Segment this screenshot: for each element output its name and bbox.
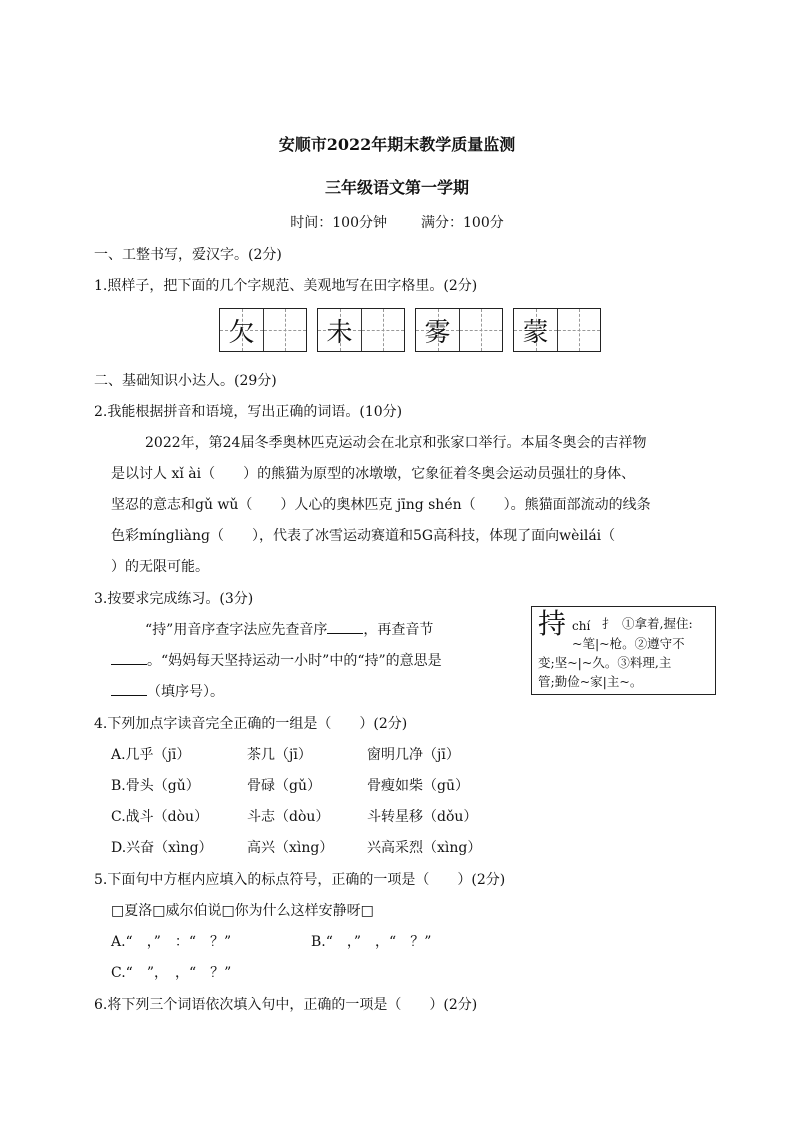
writing-cell[interactable]	[557, 309, 600, 351]
q4-option[interactable]: A.几乎（jī）	[111, 747, 191, 763]
answer-blank[interactable]	[111, 650, 147, 665]
answer-blank[interactable]	[327, 619, 363, 634]
dict-definition: ①拿着,握住:	[622, 616, 693, 631]
section2-heading: 二、基础知识小达人。(29分)	[94, 373, 277, 389]
question-3: 3.按要求完成练习。(3分)	[94, 591, 254, 607]
q2-line: ）的无限可能。	[111, 559, 209, 575]
exam-subtitle: 三年级语文第一学期	[324, 178, 469, 197]
q3-line: 。“妈妈每天坚持运动一小时”中的“持”的意思是	[111, 650, 442, 670]
tianzige-box	[219, 308, 307, 352]
exam-info	[0, 212, 794, 232]
dictionary-box	[531, 606, 716, 695]
tianzige-row	[219, 308, 601, 352]
model-char: 雾	[424, 317, 451, 348]
q2-line: 色彩mínɡliànɡ（ ），代表了冰雪运动赛道和5G高科技，体现了面向wèilái（	[111, 528, 616, 544]
q3-line: “持”用音序查字法应先查音序 ，再查音节	[145, 619, 433, 639]
q4-option-word: 骨瘦如柴（gū）	[367, 778, 469, 794]
time-limit: 时间：100分钟	[290, 215, 387, 231]
question-6: 6.将下列三个词语依次填入句中，正确的一项是（ ）(2分)	[94, 997, 478, 1013]
q4-option[interactable]: D.兴奋（xìng）	[111, 840, 213, 856]
writing-cell[interactable]	[459, 309, 502, 351]
q3-line: （填序号）。	[111, 681, 224, 701]
dict-definition: ~笔|~枪。②遵守不	[572, 636, 685, 651]
q4-option-word: 茶几（jī）	[247, 747, 312, 763]
full-score: 满分：100分	[421, 215, 504, 231]
answer-blank[interactable]	[111, 681, 147, 696]
q4-option[interactable]: B.骨头（gǔ）	[111, 778, 200, 794]
model-char: 蒙	[522, 317, 549, 348]
q4-option[interactable]: C.战斗（dòu）	[111, 809, 209, 825]
section1-heading: 一、工整书写，爱汉字。(2分)	[94, 247, 282, 263]
q5-sentence: □夏洛□威尔伯说□你为什么这样安静呀□	[111, 903, 374, 919]
model-char: 未	[326, 317, 353, 348]
q5-option-a[interactable]: A.“ ，” ：“ ？”	[111, 934, 232, 950]
question-5: 5.下面句中方框内应填入的标点符号，正确的一项是（ ）(2分)	[94, 872, 506, 888]
exam-title: 安顺市2022年期末教学质量监测	[278, 135, 516, 154]
question-2: 2.我能根据拼音和语境，写出正确的词语。(10分)	[94, 404, 403, 420]
dict-definition: 变;坚~|~久。③料理,主	[538, 655, 672, 670]
tianzige-box	[513, 308, 601, 352]
q4-option-word: 兴高采烈（xìng）	[367, 840, 482, 856]
q2-line: 坚忍的意志和gǔ wǔ（ ）人心的奥林匹克 jīng shén（ ）。熊猫面部流动的线条	[111, 497, 651, 513]
dict-pinyin: chí	[572, 619, 591, 633]
dict-char: 持	[538, 607, 567, 640]
tianzige-box	[317, 308, 405, 352]
q2-line: 是以讨人 xǐ ài（ ）的熊猫为原型的冰墩墩，它象征着冬奥会运动员强壮的身体、	[111, 466, 636, 482]
tianzige-box	[415, 308, 503, 352]
q4-option-word: 斗转星移（dǒu）	[367, 809, 478, 825]
dict-definition: 管;勤俭~家|主~。	[538, 674, 643, 689]
q4-option-word: 骨碌（gǔ）	[247, 778, 321, 794]
q2-line: 2022年，第24届冬季奥林匹克运动会在北京和张家口举行。本届冬奥会的吉祥物	[145, 435, 647, 451]
question-1: 1.照样子，把下面的几个字规范、美观地写在田字格里。(2分)	[94, 278, 478, 294]
q4-option-word: 斗志（dòu）	[247, 809, 330, 825]
q4-option-word: 窗明几净（jī）	[367, 747, 460, 763]
question-4: 4.下列加点字读音完全正确的一组是（ ）(2分)	[94, 716, 408, 732]
model-char: 欠	[228, 317, 255, 348]
q5-option-b[interactable]: B.“ ，” ，“ ？”	[311, 934, 432, 950]
q5-option-c[interactable]: C.“ ”， ，“ ？”	[111, 965, 232, 981]
q4-option-word: 高兴（xìng）	[247, 840, 334, 856]
dict-radical: 扌	[602, 616, 615, 631]
writing-cell[interactable]	[361, 309, 404, 351]
writing-cell[interactable]	[263, 309, 306, 351]
